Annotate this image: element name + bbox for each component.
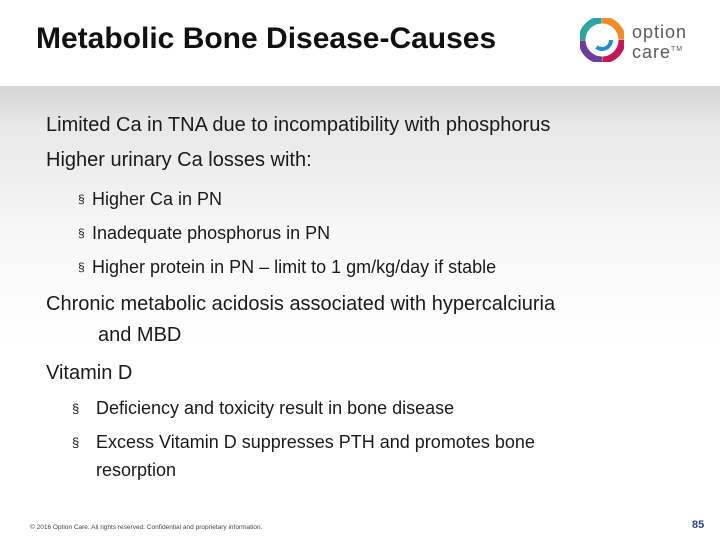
bullet-line <box>46 149 312 172</box>
section-bullet-icon: § <box>78 192 85 206</box>
bullet-line <box>46 114 550 137</box>
footer-copyright: © 2016 Option Care. All rights reserved. Confidential and proprietary information. <box>30 524 263 531</box>
bullet-text: and MBD <box>98 324 182 346</box>
sub-bullet-line <box>72 432 535 453</box>
bullet-text: Inadequate phosphorus in PN <box>92 223 331 243</box>
logo-word-care <box>632 40 683 62</box>
slide-header <box>0 0 720 86</box>
bullet-text: Excess Vitamin D suppresses PTH and promotes bone <box>96 432 535 452</box>
bullet-line <box>46 362 132 385</box>
slide-title: Metabolic Bone Disease-Causes <box>36 22 497 55</box>
bullet-text: Higher protein in PN – limit to 1 gm/kg/day if stable <box>92 257 497 277</box>
bullet-text: resorption <box>96 460 177 480</box>
page-number: 85 <box>692 519 705 531</box>
logo-trademark: TM <box>671 46 684 53</box>
bullet-text: Vitamin D <box>46 362 133 384</box>
section-bullet-icon: § <box>78 226 85 240</box>
sub-bullet-continuation <box>96 460 176 481</box>
logo-word-care-text: care <box>632 42 672 62</box>
option-care-logo <box>580 18 700 68</box>
bullet-text: Deficiency and toxicity result in bone disease <box>96 398 455 418</box>
sub-bullet-line <box>78 257 496 278</box>
sub-bullet-line <box>78 223 330 244</box>
sub-bullet-line <box>72 398 454 419</box>
logo-word-option: option <box>632 22 688 42</box>
bullet-line-continuation <box>98 324 181 347</box>
section-bullet-icon: § <box>78 260 85 274</box>
bullet-text: Higher urinary Ca losses with: <box>46 149 312 171</box>
bullet-text: Higher Ca in PN <box>92 189 223 209</box>
bullet-text: Chronic metabolic acidosis associated with hypercalciuria <box>46 293 556 315</box>
logo-swirl-icon <box>580 18 624 62</box>
bullet-line <box>46 293 555 316</box>
section-bullet-icon: § <box>72 435 80 450</box>
sub-bullet-line <box>78 189 222 210</box>
bullet-text: Limited Ca in TNA due to incompatibility with phosphorus <box>46 114 551 136</box>
section-bullet-icon: § <box>72 401 80 416</box>
